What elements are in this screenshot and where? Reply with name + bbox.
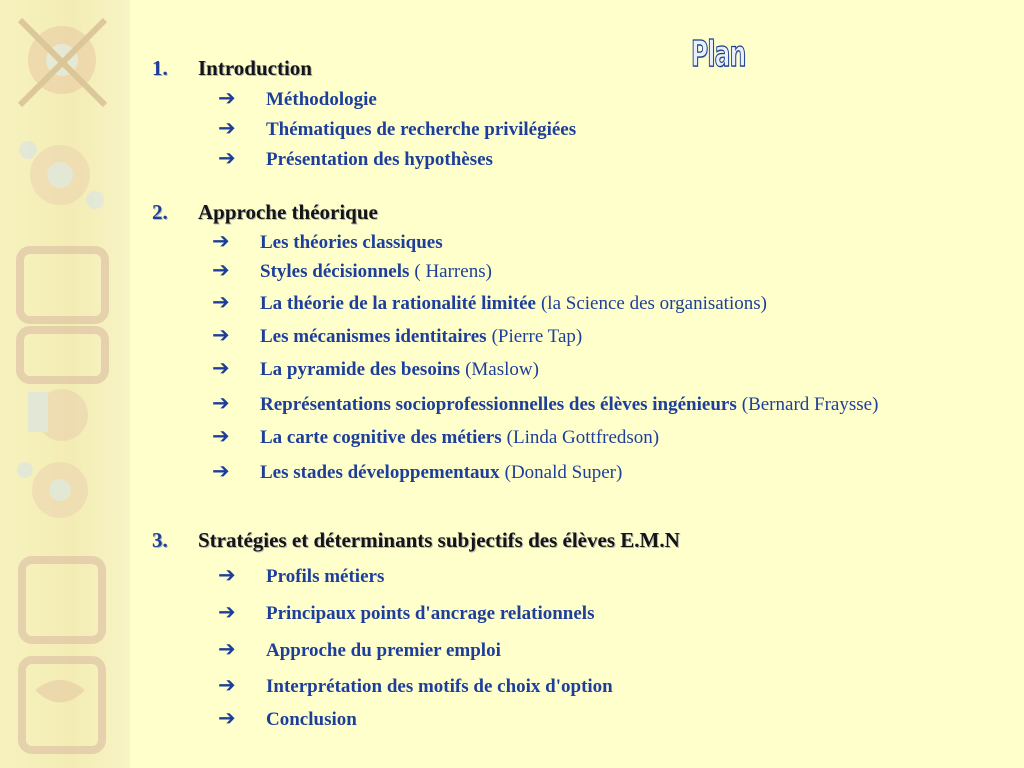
list-item	[212, 323, 582, 348]
arrow-right-icon: ➔	[218, 116, 236, 140]
arrow-right-icon: ➔	[218, 563, 236, 587]
arrow-right-icon: ➔	[212, 258, 230, 282]
list-item	[212, 459, 622, 484]
arrow-right-icon: ➔	[218, 673, 236, 697]
list-item-reference: (Linda Gottfredson)	[506, 427, 660, 448]
list-item-reference: ( Harrens)	[414, 261, 492, 282]
decorative-side-strip	[0, 0, 130, 768]
arrow-right-icon: ➔	[212, 323, 230, 347]
list-item-reference: (la Science des organisations)	[540, 293, 767, 314]
list-item-reference: (Pierre Tap)	[491, 326, 583, 347]
list-item-label: Styles décisionnels	[260, 261, 410, 282]
list-item-label: Conclusion	[266, 709, 357, 730]
list-item	[218, 637, 501, 662]
list-item	[218, 116, 576, 141]
arrow-right-icon: ➔	[218, 600, 236, 624]
arrow-right-icon: ➔	[218, 146, 236, 170]
list-item-label: Présentation des hypothèses	[266, 149, 493, 170]
arrow-right-icon: ➔	[218, 86, 236, 110]
list-item	[218, 146, 493, 171]
section-title: Introduction	[198, 56, 312, 80]
list-item	[212, 290, 767, 315]
decorative-pattern-icon	[0, 0, 130, 768]
section-heading-introduction	[152, 56, 312, 81]
list-item-label: Interprétation des motifs de choix d'option	[266, 676, 613, 697]
section-number: 2.	[152, 200, 168, 224]
list-item	[218, 706, 357, 731]
list-item	[218, 563, 384, 588]
list-item-label: Les stades développementaux	[260, 462, 500, 483]
section-heading-approche-theorique	[152, 200, 378, 225]
section-number: 1.	[152, 56, 168, 80]
list-item-reference: (Maslow)	[465, 359, 539, 380]
list-item-label: Méthodologie	[266, 89, 377, 110]
list-item-label: Principaux points d'ancrage relationnels	[266, 603, 595, 624]
list-item	[212, 391, 878, 416]
list-item	[218, 673, 613, 698]
list-item-reference: (Donald Super)	[504, 462, 623, 483]
list-item-label: Les mécanismes identitaires	[260, 326, 487, 347]
section-heading-strategies	[152, 528, 680, 553]
list-item	[212, 356, 539, 381]
arrow-right-icon: ➔	[212, 356, 230, 380]
section-title: Approche théorique	[198, 200, 378, 224]
arrow-right-icon: ➔	[212, 391, 230, 415]
arrow-right-icon: ➔	[212, 229, 230, 253]
arrow-right-icon: ➔	[212, 459, 230, 483]
list-item-label: La pyramide des besoins	[260, 359, 461, 380]
list-item-label: Approche du premier emploi	[266, 640, 501, 661]
arrow-right-icon: ➔	[218, 637, 236, 661]
list-item	[218, 86, 377, 111]
list-item	[218, 600, 594, 625]
arrow-right-icon: ➔	[218, 706, 236, 730]
section-title: Stratégies et déterminants subjectifs des élèves E.M.N	[198, 528, 680, 552]
list-item-label: La théorie de la rationalité limitée	[260, 293, 536, 314]
section-number: 3.	[152, 528, 168, 552]
list-item-reference: (Bernard Fraysse)	[741, 394, 879, 415]
list-item-label: La carte cognitive des métiers	[260, 427, 502, 448]
list-item-label: Profils métiers	[266, 566, 385, 587]
arrow-right-icon: ➔	[212, 290, 230, 314]
list-item	[212, 229, 443, 254]
list-item	[212, 424, 659, 449]
list-item	[212, 258, 492, 283]
list-item-label: Les théories classiques	[260, 232, 443, 253]
slide-title: Plan	[691, 34, 746, 75]
list-item-label: Thématiques de recherche privilégiées	[266, 119, 577, 140]
list-item-label: Représentations socioprofessionnelles des élèves ingénieurs	[260, 394, 737, 415]
arrow-right-icon: ➔	[212, 424, 230, 448]
